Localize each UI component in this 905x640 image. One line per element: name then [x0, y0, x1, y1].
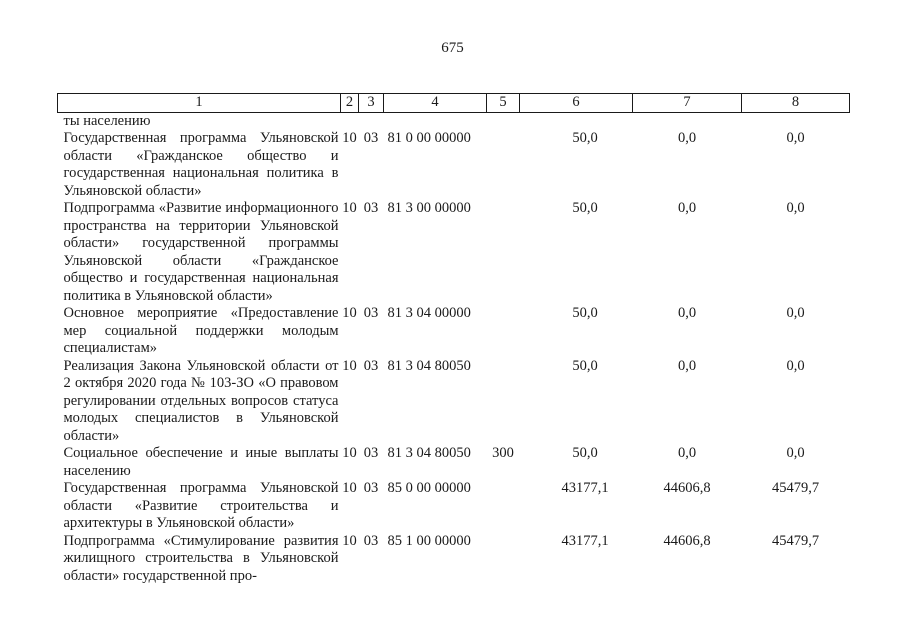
table-row	[58, 130, 850, 200]
amount-col-6: 50,0	[572, 357, 598, 374]
amount-col-7: 0,0	[677, 445, 697, 461]
amount-col-6: 43177,1	[561, 532, 609, 549]
amount-col-8: 0,0	[786, 200, 805, 216]
table-row	[58, 200, 850, 305]
amount-col-8: 0,0	[786, 130, 805, 146]
table-row	[58, 445, 850, 480]
amount-col-7: 44606,8	[663, 532, 711, 549]
subsection-code: 03	[363, 200, 379, 216]
amount-col-6: 50,0	[572, 130, 598, 146]
section-code: 10	[342, 532, 357, 549]
row-name: Государственная программа Ульяновской области «Гражданское общество и государственная национальная политика в Ульяновской области»	[63, 130, 339, 199]
amount-col-6: 43177,1	[561, 480, 609, 496]
header-row	[58, 94, 850, 113]
target-article-code: 85 1 00 00000	[387, 532, 471, 549]
section-code	[341, 112, 359, 130]
amount-col-7: 0,0	[677, 130, 697, 146]
subsection-code: 03	[363, 532, 379, 549]
amount-col-7	[633, 112, 742, 130]
subsection-code	[359, 112, 384, 130]
row-name: ты населению	[63, 112, 151, 129]
amount-col-7: 44606,8	[663, 480, 711, 496]
row-name: Государственная программа Ульяновской области «Развитие строительства и архитектуры в Ульяновской области»	[63, 480, 339, 531]
row-name: Реализация Закона Ульяновской области от 2 октября 2020 года № 103-ЗО «О правовом регулировании отдельных вопросов статуса молодых специалистов в Ульяновской области»	[63, 357, 339, 444]
amount-col-8	[742, 112, 850, 130]
table-row	[58, 480, 850, 533]
target-article-code: 85 0 00 00000	[387, 480, 471, 496]
amount-col-6	[520, 112, 633, 130]
amount-col-8: 45479,7	[771, 532, 820, 549]
table-row	[58, 533, 850, 586]
amount-col-8: 0,0	[786, 357, 805, 374]
header-cell: 4	[384, 94, 487, 113]
subsection-code: 03	[363, 445, 379, 461]
header-cell: 1	[58, 94, 341, 113]
expense-type-code	[487, 480, 520, 533]
amount-col-6: 50,0	[572, 200, 598, 216]
subsection-code: 03	[363, 480, 379, 496]
header-cell: 3	[359, 94, 384, 113]
header-cell: 2	[341, 94, 359, 113]
header-cell: 5	[487, 94, 520, 113]
target-article-code	[384, 112, 487, 130]
section-code: 10	[342, 480, 357, 496]
amount-col-6: 50,0	[572, 305, 598, 321]
amount-col-8: 0,0	[786, 445, 805, 461]
subsection-code: 03	[363, 357, 379, 374]
header-cell: 6	[520, 94, 633, 113]
row-name: Подпрограмма «Стимулирование развития жилищного строительства в Ульяновской области» государственной про-	[63, 532, 339, 584]
section-code: 10	[342, 130, 357, 146]
target-article-code: 81 3 00 00000	[387, 200, 471, 216]
expense-type-code	[487, 358, 520, 446]
section-code: 10	[342, 200, 357, 216]
expense-type-code	[487, 200, 520, 305]
expense-type-code	[487, 305, 520, 358]
section-code: 10	[342, 357, 357, 374]
amount-col-6: 50,0	[572, 445, 598, 461]
header-cell: 8	[742, 94, 850, 113]
budget-table	[57, 93, 850, 585]
target-article-code: 81 3 04 80050	[387, 445, 471, 461]
amount-col-7: 0,0	[677, 305, 697, 321]
table-row	[58, 305, 850, 358]
amount-col-8: 45479,7	[771, 480, 820, 496]
expense-type-code	[487, 112, 520, 130]
amount-col-7: 0,0	[677, 357, 697, 374]
table-row	[58, 358, 850, 446]
expense-type-code: 300	[492, 445, 514, 461]
subsection-code: 03	[363, 130, 379, 146]
section-code: 10	[342, 445, 357, 461]
target-article-code: 81 3 04 00000	[387, 305, 471, 321]
target-article-code: 81 3 04 80050	[387, 357, 471, 374]
target-article-code: 81 0 00 00000	[387, 130, 471, 146]
expense-type-code	[487, 130, 520, 200]
amount-col-8: 0,0	[786, 305, 805, 321]
subsection-code: 03	[363, 305, 379, 321]
row-name: Подпрограмма «Развитие информационного пространства на территории Ульяновской области» государственной программы Ульяновской области «Гражданское общество и государственная национальная политика в Ульяновской области»	[63, 200, 339, 304]
amount-col-7: 0,0	[677, 200, 697, 216]
page-number: 675	[441, 40, 464, 56]
header-cell: 7	[633, 94, 742, 113]
section-code: 10	[342, 305, 357, 321]
row-name: Социальное обеспечение и иные выплаты населению	[63, 445, 339, 479]
row-name: Основное мероприятие «Предоставление мер социальной поддержки молодым специалистам»	[63, 305, 339, 356]
expense-type-code	[487, 533, 520, 586]
table-row	[58, 112, 850, 130]
